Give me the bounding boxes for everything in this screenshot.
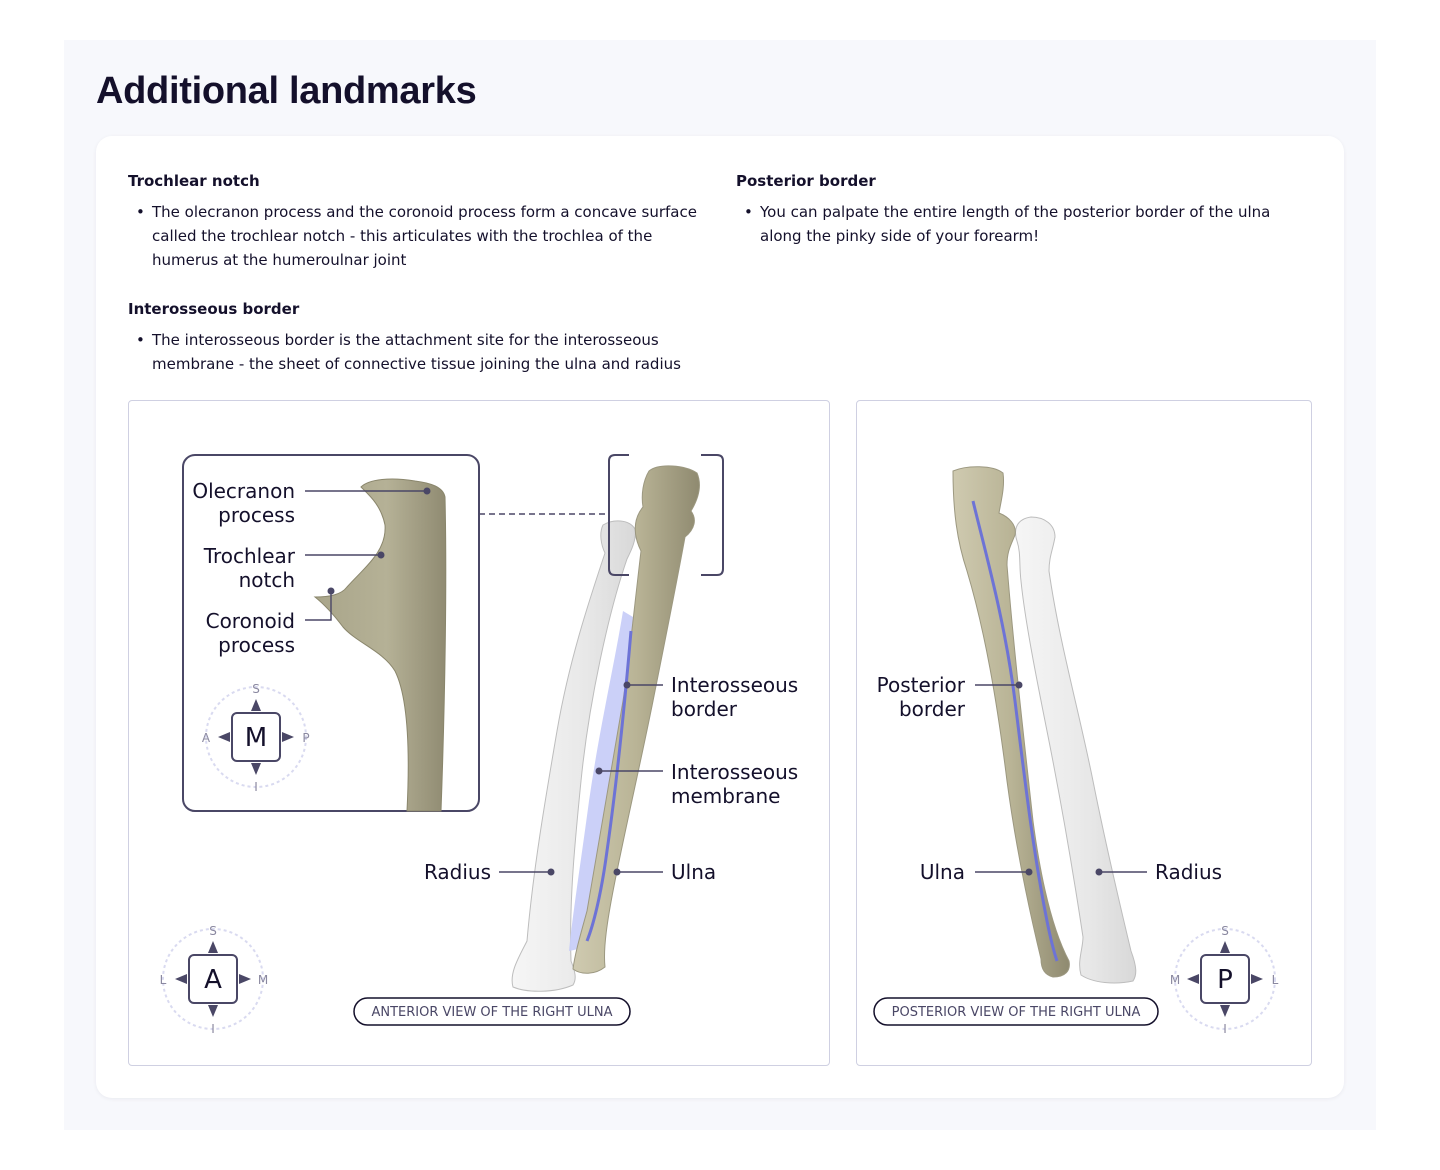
bracket-right bbox=[701, 455, 723, 575]
svg-text:I: I bbox=[1223, 1022, 1227, 1036]
svg-text:S: S bbox=[209, 924, 217, 938]
section-heading: Interosseous border bbox=[128, 300, 300, 318]
anterior-view-panel bbox=[128, 400, 830, 1066]
svg-text:I: I bbox=[254, 780, 258, 794]
posterior-caption: POSTERIOR VIEW OF THE RIGHT ULNA bbox=[891, 1005, 1141, 1020]
radius-marker bbox=[548, 869, 555, 876]
bullet-list bbox=[736, 200, 1316, 248]
bullet-item: • The interosseous border is the attachment site for the interosseous membrane - the sheet of connective tissue joining the ulna and radius bbox=[128, 328, 708, 376]
coronoid-label-line2: process bbox=[218, 633, 295, 657]
interosseous-border-label-line1: Interosseous bbox=[671, 673, 799, 697]
ulna-marker bbox=[1026, 869, 1033, 876]
interosseous-border-marker bbox=[624, 682, 631, 689]
svg-text:A: A bbox=[201, 731, 211, 745]
section-interosseous-border bbox=[128, 300, 708, 376]
bullet-item: • The olecranon process and the coronoid process form a concave surface called the trochlear notch - this articulates with the trochlea of the humerus at the humeroulnar joint bbox=[128, 200, 708, 272]
ulna-marker bbox=[614, 869, 621, 876]
bullet-list bbox=[128, 200, 708, 272]
anterior-view-figure bbox=[129, 401, 829, 1065]
ulna-label: Ulna bbox=[919, 860, 965, 884]
posterior-view-panel bbox=[856, 400, 1312, 1066]
radius-label: Radius bbox=[423, 860, 491, 884]
posterior-border-label-line1: Posterior bbox=[876, 673, 965, 697]
svg-text:M: M bbox=[1169, 973, 1181, 987]
ulna-label: Ulna bbox=[671, 860, 717, 884]
olecranon-marker bbox=[424, 488, 431, 495]
interosseous-membrane-marker bbox=[596, 768, 603, 775]
svg-text:L: L bbox=[1271, 973, 1279, 987]
content-card bbox=[96, 136, 1344, 1098]
trochlear-marker bbox=[378, 552, 385, 559]
posterior-view-figure bbox=[857, 401, 1311, 1065]
radius-label: Radius bbox=[1155, 860, 1223, 884]
posterior-border-label-line2: border bbox=[898, 697, 965, 721]
section-heading: Posterior border bbox=[736, 172, 876, 190]
coronoid-label-line1: Coronoid bbox=[205, 609, 295, 633]
trochlear-label-line1: Trochlear bbox=[203, 544, 295, 568]
svg-text:P: P bbox=[1217, 965, 1233, 995]
svg-text:P: P bbox=[302, 731, 310, 745]
interosseous-membrane-label-line1: Interosseous bbox=[671, 760, 799, 784]
interosseous-membrane-label-line2: membrane bbox=[671, 784, 781, 808]
olecranon-label-line1: Olecranon bbox=[192, 479, 295, 503]
interosseous-border-label-line2: border bbox=[671, 697, 738, 721]
svg-text:A: A bbox=[204, 965, 222, 995]
svg-text:I: I bbox=[211, 1022, 215, 1036]
bullet-list bbox=[128, 328, 708, 376]
page-background bbox=[64, 40, 1376, 1130]
anterior-caption: ANTERIOR VIEW OF THE RIGHT ULNA bbox=[371, 1005, 613, 1020]
coronoid-marker bbox=[328, 588, 335, 595]
page-title: Additional landmarks bbox=[96, 70, 477, 112]
svg-text:S: S bbox=[252, 682, 260, 696]
posterior-border-marker bbox=[1016, 682, 1023, 689]
anterior-compass-icon bbox=[160, 924, 269, 1036]
trochlear-label-line2: notch bbox=[238, 568, 295, 592]
bullet-item: • You can palpate the entire length of the posterior border of the ulna along the pinky side of your forearm! bbox=[736, 200, 1316, 248]
svg-text:M: M bbox=[244, 723, 268, 753]
section-trochlear-notch bbox=[128, 172, 708, 272]
posterior-compass-icon bbox=[1170, 924, 1279, 1036]
radius-marker bbox=[1096, 869, 1103, 876]
svg-text:M: M bbox=[257, 973, 269, 987]
olecranon-label-line2: process bbox=[218, 503, 295, 527]
svg-text:S: S bbox=[1221, 924, 1229, 938]
section-heading: Trochlear notch bbox=[128, 172, 260, 190]
svg-text:L: L bbox=[159, 973, 167, 987]
section-posterior-border bbox=[736, 172, 1316, 248]
